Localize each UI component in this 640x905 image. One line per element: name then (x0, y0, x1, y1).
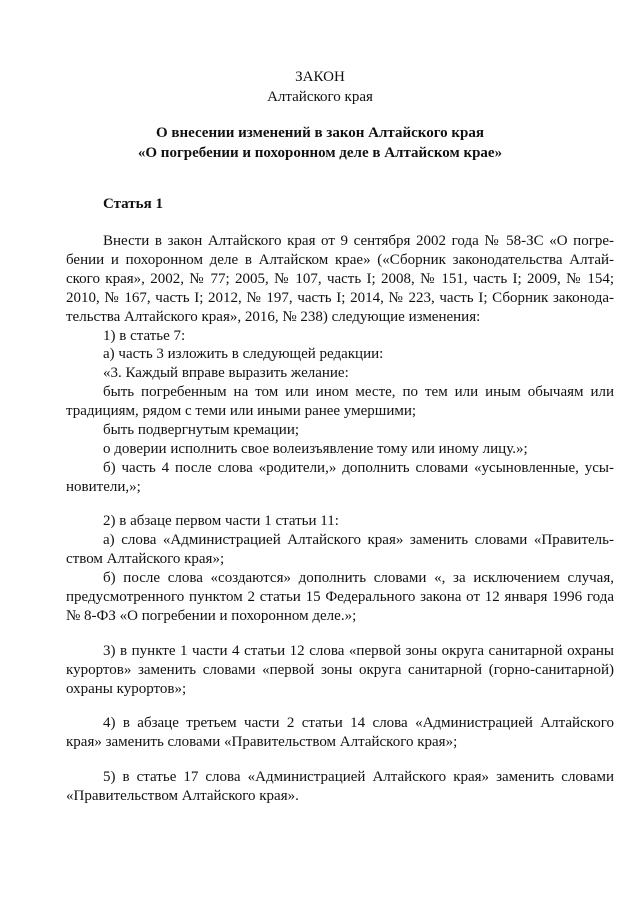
body-line: «Правительством Алтайского края». (66, 788, 299, 804)
body-line: края» заменить словами «Правительством Алтайского края»; (66, 734, 458, 750)
body-line: новители,»; (66, 479, 141, 495)
body-line: б) часть 4 после слова «родители,» дополнить словами «усыновленные, усы- (103, 460, 614, 476)
article-heading: Статья 1 (103, 196, 163, 212)
body-line: б) после слова «создаются» дополнить словами «, за исключением случая, (103, 570, 614, 586)
doc-title-line-1: О внесении изменений в закон Алтайского края (155, 125, 485, 141)
body-line: Внести в закон Алтайского края от 9 сентября 2002 года № 58-ЗС «О погре- (103, 233, 614, 249)
body-line: 5) в статье 17 слова «Администрацией Алтайского края» заменить словами (103, 769, 614, 785)
body-line: охраны курортов»; (66, 681, 187, 697)
doc-type: ЗАКОН (295, 69, 345, 85)
body-line: о доверии исполнить свое волеизъявление тому или иному лицу.»; (103, 441, 528, 457)
body-line: 2) в абзаце первом части 1 статьи 11: (103, 513, 339, 529)
body-line: быть подвергнутым кремации; (103, 422, 300, 438)
body-line: № 8-ФЗ «О погребении и похоронном деле.»; (66, 608, 357, 624)
body-line: бении и похоронном деле в Алтайском крае» («Сборник законодательства Алтай- (66, 252, 614, 268)
doc-region: Алтайского края (267, 89, 373, 105)
body-line: 4) в абзаце третьем части 2 статьи 14 слова «Администрацией Алтайского (103, 715, 614, 731)
body-line: ского края», 2002, № 77; 2005, № 107, часть I; 2008, № 151, часть I; 2009, № 154; (66, 271, 614, 287)
body-line: 2010, № 167, часть I; 2012, № 197, часть I; 2014, № 223, часть I; Сборник законода- (66, 290, 614, 306)
body-line: 1) в статье 7: (103, 328, 186, 344)
body-line: а) часть 3 изложить в следующей редакции: (103, 346, 384, 362)
body-line: «3. Каждый вправе выразить желание: (103, 365, 349, 381)
body-line: предусмотренного пунктом 2 статьи 15 Федерального закона от 12 января 1996 года (66, 589, 614, 605)
body-line: ством Алтайского края»; (66, 551, 225, 567)
body-line: 3) в пункте 1 части 4 статьи 12 слова «первой зоны округа санитарной охраны (103, 643, 614, 659)
body-line: быть погребенным на том или ином месте, по тем или иным обычаям или (103, 384, 614, 400)
body-line: а) слова «Администрацией Алтайского края» заменить словами «Правитель- (103, 532, 614, 548)
body-line: курортов» заменить словами «первой зоны округа санитарной (горно-санитарной) (66, 662, 614, 678)
body-line: тельства Алтайского края», 2016, № 238) следующие изменения: (66, 309, 481, 325)
doc-title-line-2: «О погребении и похоронном деле в Алтайском крае» (137, 145, 503, 161)
body-line: традициям, рядом с теми или иными ранее умершими; (66, 403, 417, 419)
